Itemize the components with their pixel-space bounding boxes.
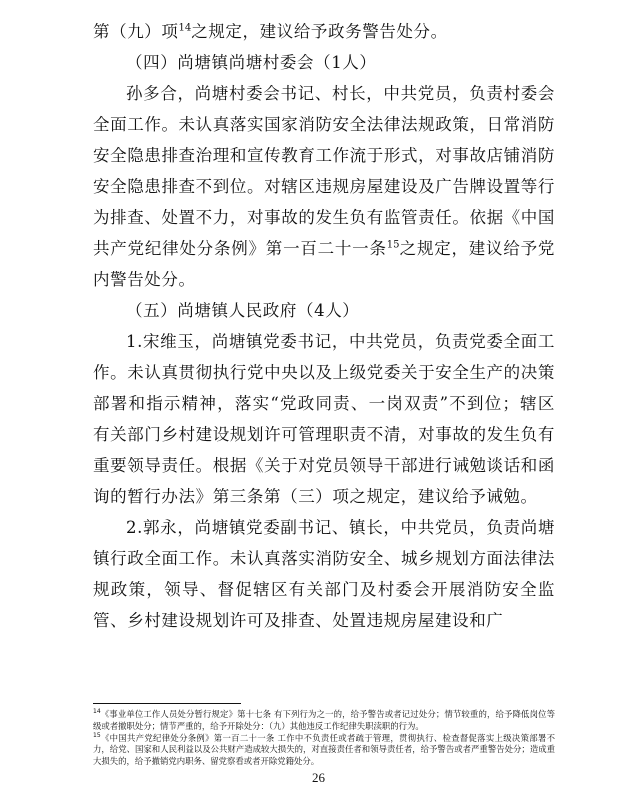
continuation-prefix: 第（九）项 (93, 22, 179, 41)
footnote-14 (93, 709, 555, 733)
paragraph-guo: 2.郭永，尚塘镇党委副书记、镇长，中共党员，负责尚塘镇行政全面工作。未认真落实消防安全、城乡规划方面法律法规政策，领导、督促辖区有关部门及村委会开展消防安全监管、乡村建设规划许可及排查、处置违规房屋建设和广 (93, 518, 555, 630)
paragraph-sun-text: 孙多合，尚塘村委会书记、村长，中共党员，负责村委会全面工作。未认真落实国家消防安全法律法规政策，日常消防安全隐患排查治理和宣传教育工作流于形式，对事故店铺消防安全隐患排查不到位。对辖区违规房屋建设及广告牌设置等行为排查、处置不力，对事故的发生负有监管责任。 (93, 84, 555, 227)
footnote-text: 《中国共产党纪律处分条例》第一百二十一条 工作中不负责任或者疏于管理，贯彻执行、检查督促落实上级决策部署不力，给党、国家和人民利益以及公共财产造成较大损失的，对直接责任者和领导责任者，给予警告或者严重警告处分；造成重大损失的，给予撤销党内职务、留党察看或者开除党籍处分。 (93, 732, 555, 767)
section-heading-5: （五）尚塘镇人民政府（4人） (126, 301, 360, 320)
footnote-15 (93, 733, 555, 768)
footnote-text: 《事业单位工作人员处分暂行规定》第十七条 有下列行为之一的，给予警告或者记过处分；情节较重的，给予降低岗位等级或者撤职处分；情节严重的，给予开除处分：（九）其他违反工作纪律失职渎职的行为。 (93, 709, 555, 731)
paragraph-sun-basis-prefix: 依据《中国共产党纪律处分条例》第一百二十一条 (93, 208, 555, 258)
footnote-divider (93, 703, 241, 704)
footnote-mark: 14 (93, 708, 101, 716)
page-number: 26 (312, 770, 325, 785)
continuation-line (93, 16, 555, 47)
footnotes (93, 709, 555, 768)
paragraph-sun-basis-suffix: 之规定，建议给予党内警告处分。 (93, 239, 555, 289)
continuation-suffix: 之规定，建议给予政务警告处分。 (191, 22, 448, 41)
body-text (93, 16, 555, 636)
paragraph-song: 1.宋维玉，尚塘镇党委书记，中共党员，负责党委全面工作。未认真贯彻执行党中央以及上级党委关于安全生产的决策部署和指示精神，落实“党政同责、一岗双责”不到位；辖区有关部门乡村建设规划许可管理职责不清，对事故的发生负有重要领导责任。根据《关于对党员领导干部进行诫勉谈话和函询的暂行办法》第三条第（三）项之规定，建议给予诫勉。 (93, 332, 555, 506)
paragraph-sun (93, 78, 555, 295)
footnote-ref-14: 14 (178, 22, 192, 34)
footnote-mark: 15 (93, 731, 101, 739)
section-heading-4: （四）尚塘镇尚塘村委会（1人） (126, 53, 377, 72)
footnote-ref-15: 15 (386, 239, 400, 251)
